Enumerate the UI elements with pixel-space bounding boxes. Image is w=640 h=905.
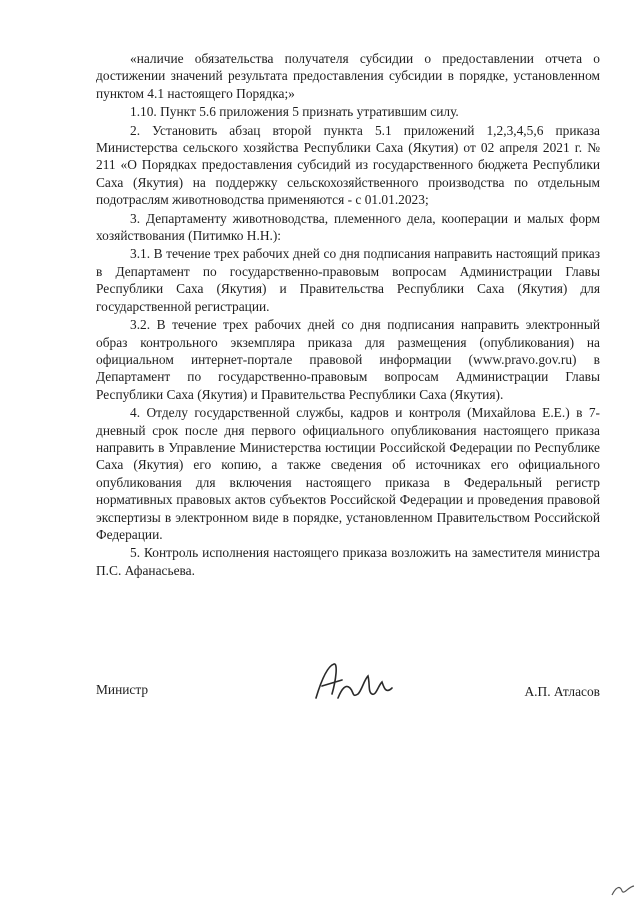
- handwritten-signature: [308, 658, 408, 708]
- paragraph: 2. Установить абзац второй пункта 5.1 приложений 1,2,3,4,5,6 приказа Министерства сельского хозяйства Республики Саха (Якутия) от 02 апреля 2021 г. № 211 «О Порядках предоставления субсидий из государственного бюджета Республики Саха (Якутия) на поддержку сельскохозяйственного производства по отдельным подотраслям животноводства применяются - с 01.01.2023;: [96, 122, 600, 208]
- paragraph: 3.1. В течение трех рабочих дней со дня подписания направить настоящий приказ в Департамент по государственно-правовым вопросам Администрации Главы Республики Саха (Якутия) и Правительства Республики Саха (Якутия) для государственной регистрации.: [96, 246, 600, 314]
- document-body: [96, 50, 600, 580]
- paragraph: 3.2. В течение трех рабочих дней со дня подписания направить электронный образ контрольного экземпляра приказа для размещения (опубликования) на официальном интернет-портале правовой информации (www.pravo.gov.ru) в Департамент по государственно-правовым вопросам Администрации Главы Республики Саха (Якутия) и Правительства Республики Саха (Якутия).: [96, 317, 600, 402]
- signatory-name: А.П. Атласов: [524, 684, 600, 699]
- paragraph: «наличие обязательства получателя субсидии о предоставлении отчета о достижении значений результата предоставления субсидии в порядке, установленном пунктом 4.1 настоящего Порядка;»: [96, 51, 600, 101]
- paragraph: 5. Контроль исполнения настоящего приказа возложить на заместителя министра П.С. Афанасьева.: [96, 545, 600, 578]
- page-corner-mark: [610, 883, 636, 897]
- paragraph: 1.10. Пункт 5.6 приложения 5 признать утратившим силу.: [130, 104, 459, 120]
- signatory-title: Министр: [96, 682, 149, 697]
- signature-block: [96, 676, 600, 716]
- paragraph: 3. Департаменту животноводства, племенного дела, кооперации и малых форм хозяйствования (Питимко Н.Н.):: [96, 210, 600, 244]
- paragraph: 4. Отделу государственной службы, кадров и контроля (Михайлова Е.Е.) в 7-дневный срок после дня первого официального опубликования настоящего приказа направить в Управление Министерства юстиции Российской Федерации по Республике Саха (Якутия) его копию, а также сведения об источниках его официального опубликования для включения настоящего приказа в Федеральный регистр нормативных правовых актов субъектов Российской Федерации и проведения правовой экспертизы в электронном виде в порядке, установленном Правительством Российской Федерации.: [96, 405, 600, 542]
